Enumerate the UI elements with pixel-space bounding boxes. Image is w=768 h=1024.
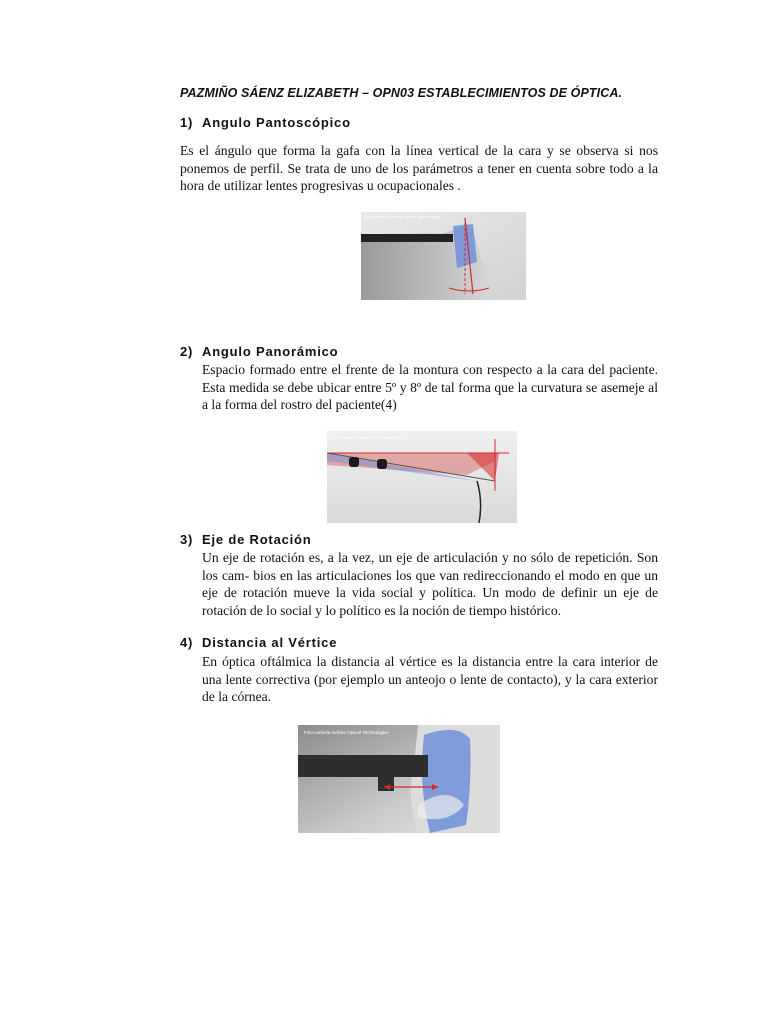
section-2-title xyxy=(180,344,338,359)
figure-2-watermark: Foto cortesía Indizen Optical Technologies xyxy=(331,435,407,440)
section-1-title xyxy=(180,115,351,130)
section-2-number: 2) xyxy=(180,344,194,359)
section-4-title xyxy=(180,635,337,650)
section-3-body: Un eje de rotación es, a la vez, un eje de articulación y no sólo de repetición. Son los cam- bios en las articulaciones los que van redireccionando el modo en que un eje de rotación mueve la vida social y política. Un modo de definir un eje de rotación de lo social y lo político es la noción de tiempo histórico. xyxy=(202,550,658,618)
section-1-body: Es el ángulo que forma la gafa con la línea vertical de la cara y se observa si nos ponemos de perfil. Se trata de uno de los parámetros a tener en cuenta sobre todo a la hora de utilizar lentes progresivas u ocupacionales . xyxy=(180,143,658,193)
section-4-number: 4) xyxy=(180,635,194,650)
section-1-number: 1) xyxy=(180,115,194,130)
section-2-heading: Angulo Panorámico xyxy=(202,344,339,359)
pantoscopic-angle-figure xyxy=(361,212,526,300)
section-1-heading: Angulo Pantoscópico xyxy=(202,115,351,130)
section-2-body: Espacio formado entre el frente de la montura con respecto a la cara del paciente. Esta medida se debe ubicar entre 5º y 8º de tal forma que la curvatura se asemeje al a la forma del rostro del paciente(4) xyxy=(202,362,658,412)
section-3-number: 3) xyxy=(180,532,194,547)
document-header: PAZMIÑO SÁENZ ELIZABETH – OPN03 ESTABLECIMIENTOS DE ÓPTICA. xyxy=(180,86,623,100)
vertex-distance-figure xyxy=(298,725,500,833)
section-3-title xyxy=(180,532,312,547)
section-4-body: En óptica oftálmica la distancia al vértice es la distancia entre la cara interior de una lente correctiva (por ejemplo un anteojo o lente de contacto), y la cara exterior de la córnea. xyxy=(202,654,658,704)
figure-4-watermark: Foto cortesía Indizen Optical Technologies xyxy=(304,730,389,735)
section-3-heading: Eje de Rotación xyxy=(202,532,312,547)
figure-1-watermark: Foto cortesía Indizen Optical Technologies xyxy=(365,214,441,219)
section-4-heading: Distancia al Vértice xyxy=(202,635,338,650)
panoramic-angle-figure xyxy=(327,431,517,523)
